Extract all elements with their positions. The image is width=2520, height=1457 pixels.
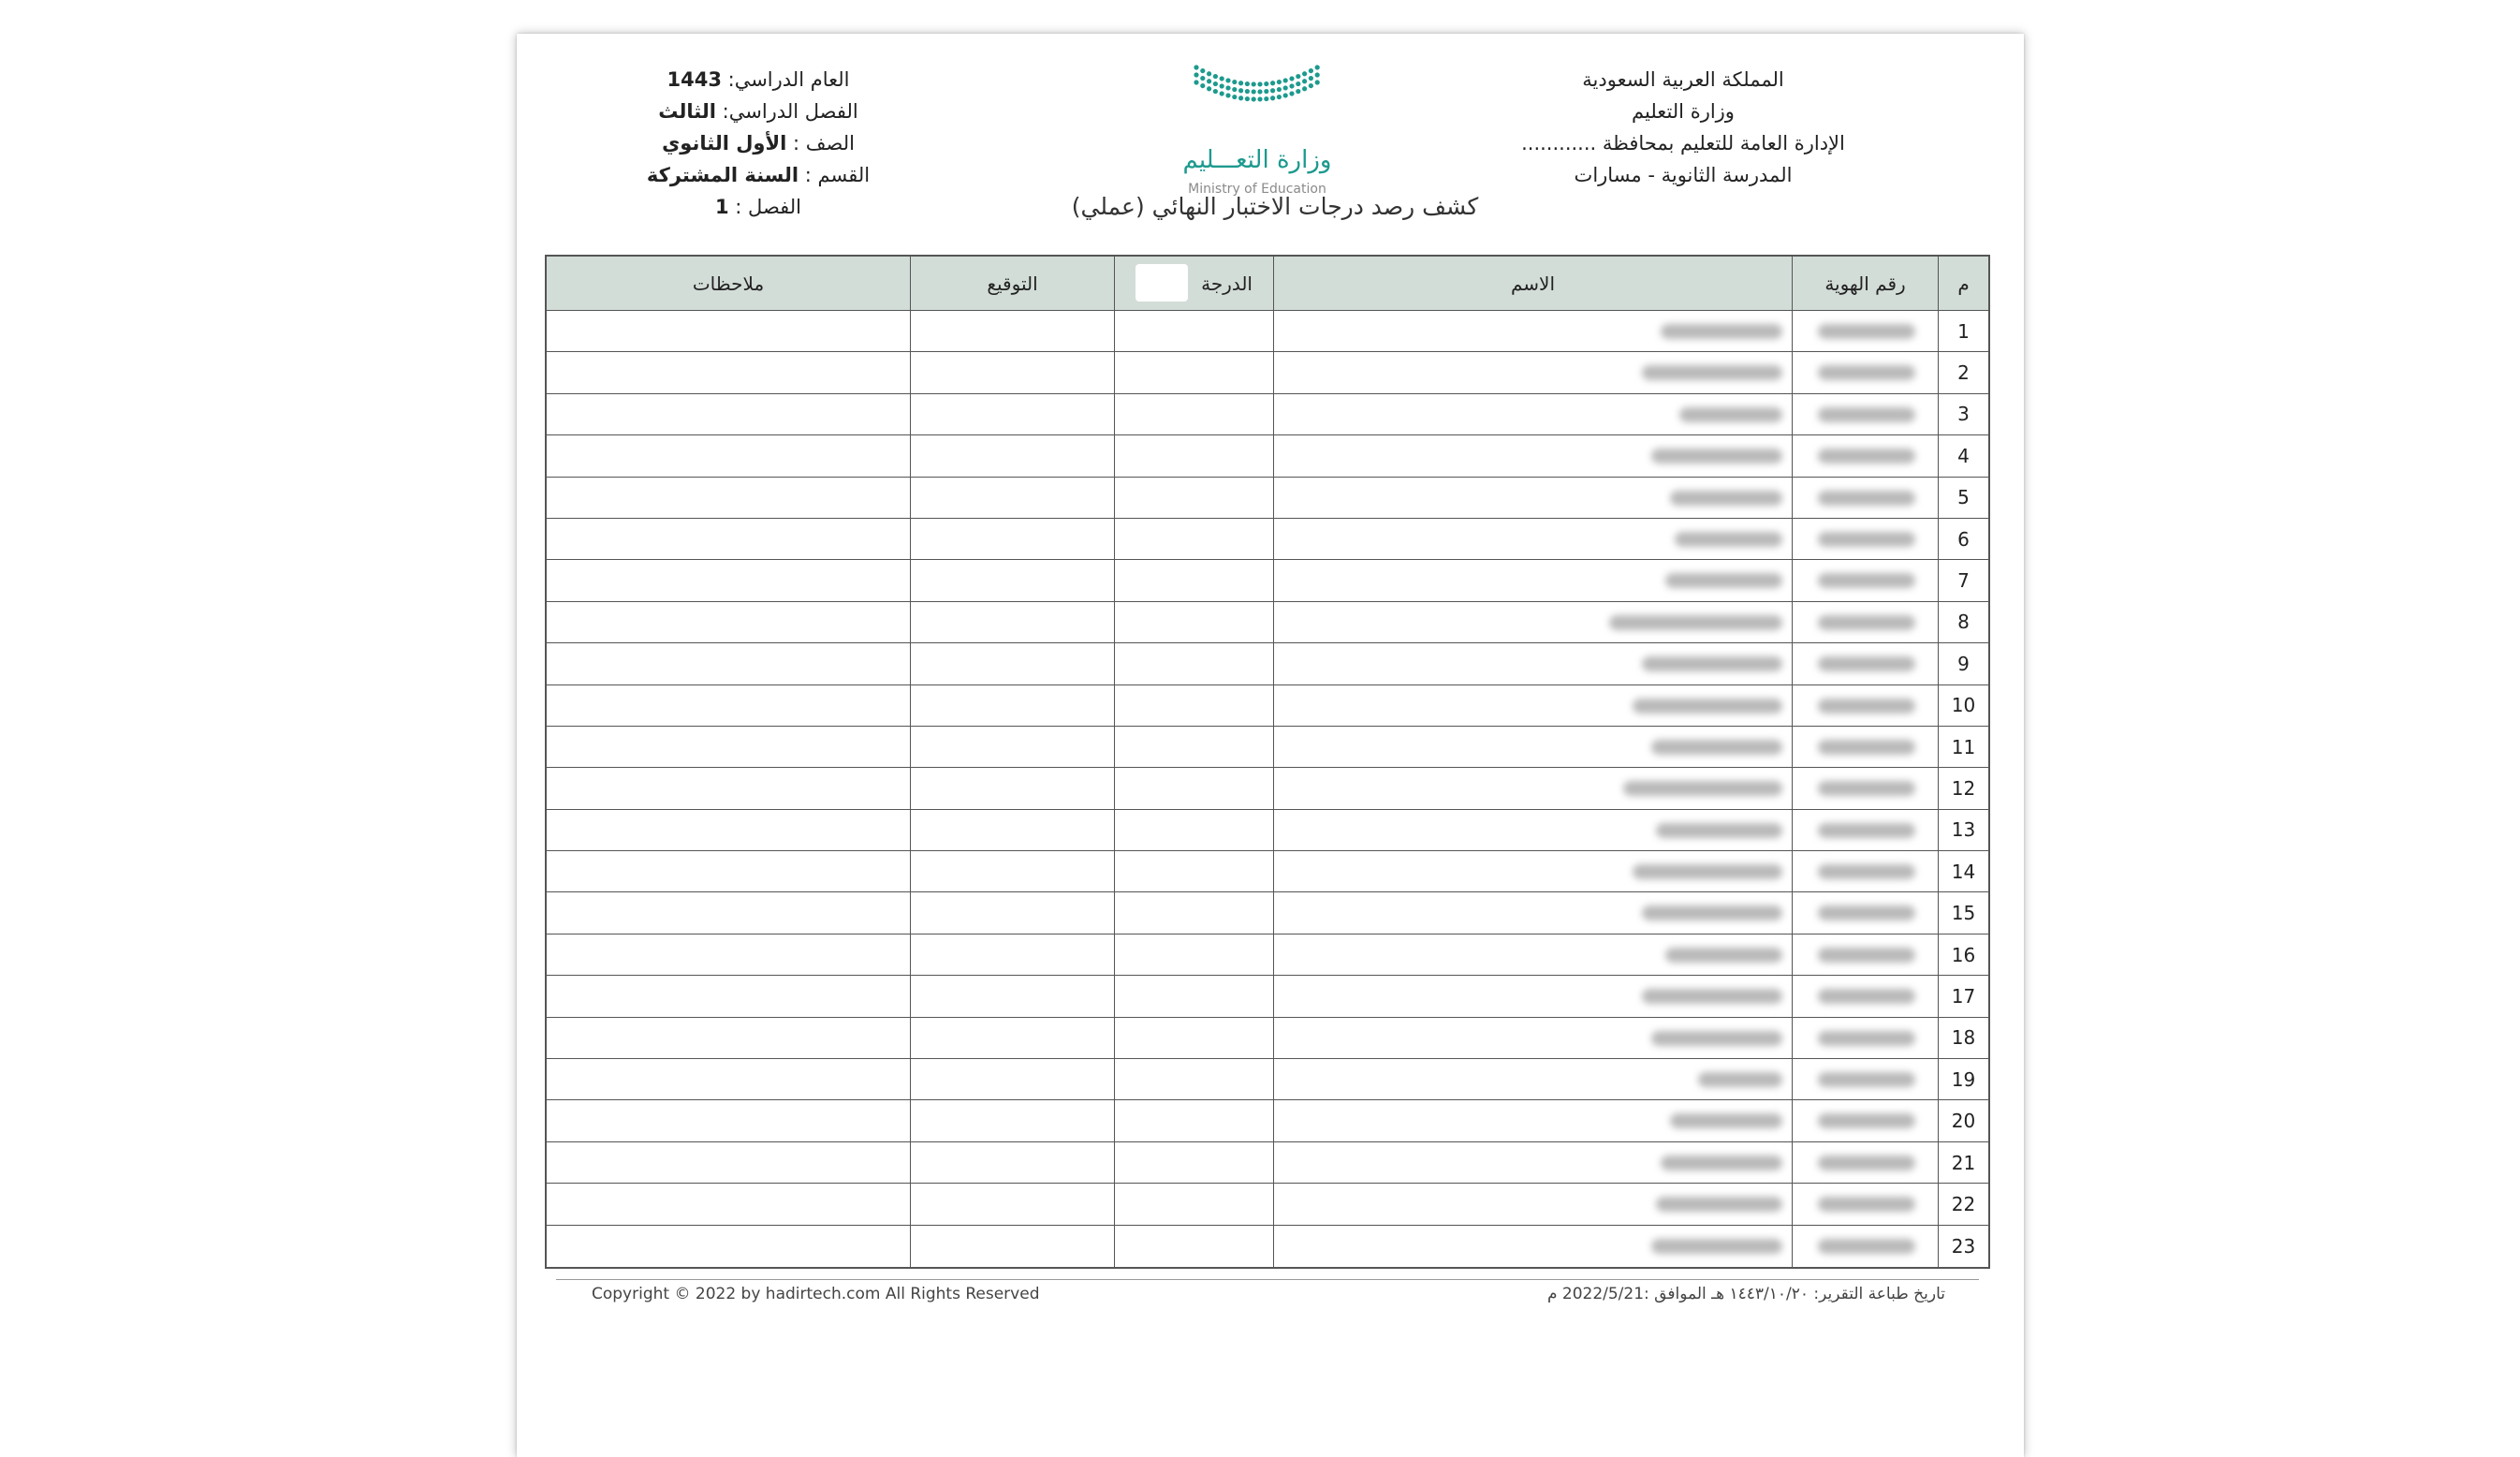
redacted-id (1818, 823, 1915, 838)
table-row (547, 519, 1988, 560)
grade-input-cell[interactable] (1114, 727, 1273, 768)
term-label: الفصل الدراسي: (715, 100, 858, 123)
student-id-cell (1792, 435, 1938, 477)
row-number: 18 (1938, 1018, 1988, 1059)
notes-cell[interactable] (547, 1226, 910, 1267)
student-id-cell (1792, 1142, 1938, 1184)
table-row (547, 394, 1988, 435)
signature-cell[interactable] (910, 352, 1114, 393)
report-sheet (517, 34, 2024, 1457)
redacted-name (1698, 1072, 1782, 1087)
student-name-cell (1273, 643, 1792, 684)
redacted-name (1651, 1031, 1782, 1046)
redacted-id (1818, 1197, 1915, 1212)
notes-cell[interactable] (547, 851, 910, 892)
signature-cell[interactable] (910, 685, 1114, 727)
signature-cell[interactable] (910, 435, 1114, 477)
student-name-cell (1273, 478, 1792, 519)
signature-cell[interactable] (910, 851, 1114, 892)
notes-cell[interactable] (547, 1184, 910, 1225)
grade-input-cell[interactable] (1114, 435, 1273, 477)
grade-input-cell[interactable] (1114, 643, 1273, 684)
grade-input-cell[interactable] (1114, 352, 1273, 393)
school-label: المدرسة الثانوية - مسارات (1574, 164, 1793, 186)
signature-cell[interactable] (910, 1059, 1114, 1100)
table-body (547, 311, 1988, 1267)
redacted-name (1642, 989, 1782, 1004)
redacted-id (1818, 1239, 1915, 1254)
student-name-cell (1273, 435, 1792, 477)
notes-cell[interactable] (547, 892, 910, 934)
table-row (547, 768, 1988, 809)
student-name-cell (1273, 851, 1792, 892)
grade-input-cell[interactable] (1114, 976, 1273, 1017)
row-number: 12 (1938, 768, 1988, 809)
redacted-name (1656, 1197, 1782, 1212)
notes-cell[interactable] (547, 394, 910, 435)
notes-cell[interactable] (547, 727, 910, 768)
student-id-cell (1792, 394, 1938, 435)
department (627, 159, 889, 191)
student-name-cell (1273, 519, 1792, 560)
student-id-cell (1792, 643, 1938, 684)
row-number: 10 (1938, 685, 1988, 727)
table-row (547, 602, 1988, 643)
footer-divider (556, 1279, 1979, 1280)
header-grade-label: الدرجة (1201, 272, 1253, 295)
header-grade (1114, 257, 1273, 311)
department-value: السنة المشتركة (646, 164, 799, 186)
row-number: 21 (1938, 1142, 1988, 1184)
redacted-id (1818, 449, 1915, 464)
student-name-cell (1273, 1059, 1792, 1100)
redacted-name (1661, 324, 1782, 339)
redacted-name (1633, 864, 1782, 879)
table-row (547, 478, 1988, 519)
notes-cell[interactable] (547, 1100, 910, 1141)
student-id-cell (1792, 1100, 1938, 1141)
student-id-cell (1792, 768, 1938, 809)
redacted-name (1670, 491, 1782, 506)
redacted-name (1656, 823, 1782, 838)
signature-cell[interactable] (910, 892, 1114, 934)
table-row (547, 976, 1988, 1017)
term-value: الثالث (658, 100, 716, 123)
redacted-id (1818, 491, 1915, 506)
grade-input-cell[interactable] (1114, 1226, 1273, 1267)
student-name-cell (1273, 394, 1792, 435)
redacted-name (1642, 656, 1782, 671)
student-id-cell (1792, 892, 1938, 934)
grade-input-cell[interactable] (1114, 1184, 1273, 1225)
signature-cell[interactable] (910, 1018, 1114, 1059)
kingdom-label: المملكة العربية السعودية (1582, 68, 1784, 91)
notes-cell[interactable] (547, 810, 910, 851)
ministry-logo (1140, 58, 1374, 197)
student-name-cell (1273, 727, 1792, 768)
header-signature: التوقيع (910, 257, 1114, 311)
redacted-id (1818, 948, 1915, 963)
signature-cell[interactable] (910, 727, 1114, 768)
ministry-label: وزارة التعليم (1632, 100, 1735, 123)
row-number: 3 (1938, 394, 1988, 435)
header-name: الاسم (1273, 257, 1792, 311)
student-name-cell (1273, 560, 1792, 601)
grade-input-cell[interactable] (1114, 810, 1273, 851)
table-row (547, 851, 1988, 892)
student-id-cell (1792, 810, 1938, 851)
directorate-label: الإدارة العامة للتعليم بمحافظة ............ (1521, 132, 1845, 155)
signature-cell[interactable] (910, 478, 1114, 519)
table-row (547, 1142, 1988, 1184)
grade-input-cell[interactable] (1114, 892, 1273, 934)
row-number: 13 (1938, 810, 1988, 851)
header-id: رقم الهوية (1792, 257, 1938, 311)
student-name-cell (1273, 1142, 1792, 1184)
table-row (547, 352, 1988, 393)
notes-cell[interactable] (547, 1142, 910, 1184)
student-name-cell (1273, 602, 1792, 643)
grade-input-cell[interactable] (1114, 1059, 1273, 1100)
copyright-text: Copyright © 2022 by hadirtech.com All Rights Reserved (592, 1285, 1040, 1303)
notes-cell[interactable] (547, 768, 910, 809)
logo-arabic-text: وزارة التعـــليم (1182, 146, 1332, 174)
row-number: 16 (1938, 935, 1988, 976)
redacted-name (1642, 365, 1782, 380)
redacted-name (1661, 1155, 1782, 1170)
row-number: 2 (1938, 352, 1988, 393)
grade-input-cell[interactable] (1114, 935, 1273, 976)
logo-dots-icon (1191, 58, 1324, 114)
redacted-id (1818, 740, 1915, 755)
student-name-cell (1273, 768, 1792, 809)
grade-input-cell[interactable] (1114, 851, 1273, 892)
notes-cell[interactable] (547, 560, 910, 601)
row-number: 23 (1938, 1226, 1988, 1267)
table-header-row (547, 257, 1988, 311)
table-row (547, 560, 1988, 601)
row-number: 14 (1938, 851, 1988, 892)
redacted-name (1665, 948, 1782, 963)
row-number: 5 (1938, 478, 1988, 519)
redacted-name (1651, 449, 1782, 464)
student-name-cell (1273, 976, 1792, 1017)
year-value: 1443 (667, 68, 722, 91)
redacted-name (1651, 1239, 1782, 1254)
student-id-cell (1792, 851, 1938, 892)
signature-cell[interactable] (910, 935, 1114, 976)
redacted-id (1818, 365, 1915, 380)
notes-cell[interactable] (547, 1059, 910, 1100)
redacted-id (1818, 1072, 1915, 1087)
table-row (547, 1018, 1988, 1059)
table-row (547, 1184, 1988, 1225)
notes-cell[interactable] (547, 935, 910, 976)
redacted-name (1623, 781, 1782, 796)
header-notes: ملاحظات (547, 257, 910, 311)
student-name-cell (1273, 352, 1792, 393)
grades-table (545, 255, 1990, 1269)
notes-cell[interactable] (547, 976, 910, 1017)
redacted-id (1818, 989, 1915, 1004)
table-row (547, 935, 1988, 976)
student-name-cell (1273, 935, 1792, 976)
student-id-cell (1792, 352, 1938, 393)
row-number: 20 (1938, 1100, 1988, 1141)
redacted-name (1665, 573, 1782, 588)
redacted-id (1818, 324, 1915, 339)
row-number: 8 (1938, 602, 1988, 643)
signature-cell[interactable] (910, 1226, 1114, 1267)
row-number: 9 (1938, 643, 1988, 684)
redacted-name (1670, 1113, 1782, 1128)
signature-cell[interactable] (910, 1142, 1114, 1184)
table-row (547, 435, 1988, 477)
redacted-name (1675, 532, 1782, 547)
report-title: كشف رصد درجات الاختبار النهائي (عملي) (1071, 193, 1479, 220)
academic-year (627, 64, 889, 96)
redacted-id (1818, 1113, 1915, 1128)
logo-english-text: Ministry of Education (1188, 182, 1326, 197)
notes-cell[interactable] (547, 1018, 910, 1059)
class-value: 1 (714, 196, 729, 218)
grade-level-value: الأول الثانوي (662, 132, 787, 155)
table-row (547, 311, 1988, 352)
grade-level (627, 127, 889, 159)
header-num: م (1938, 257, 1988, 311)
redacted-id (1818, 407, 1915, 422)
print-date-text: تاريخ طباعة التقرير: ١٤٤٣/١٠/٢٠ هـ الموافق :2022/5/21 م (1546, 1285, 1945, 1303)
student-id-cell (1792, 311, 1938, 352)
max-grade-box[interactable] (1135, 264, 1188, 302)
redacted-id (1818, 532, 1915, 547)
redacted-name (1609, 615, 1782, 630)
table-row (547, 1226, 1988, 1267)
table-row (547, 643, 1988, 684)
student-id-cell (1792, 478, 1938, 519)
signature-cell[interactable] (910, 560, 1114, 601)
student-id-cell (1792, 560, 1938, 601)
redacted-id (1818, 615, 1915, 630)
grade-input-cell[interactable] (1114, 768, 1273, 809)
student-name-cell (1273, 1018, 1792, 1059)
notes-cell[interactable] (547, 519, 910, 560)
notes-cell[interactable] (547, 643, 910, 684)
row-number: 11 (1938, 727, 1988, 768)
row-number: 17 (1938, 976, 1988, 1017)
student-id-cell (1792, 519, 1938, 560)
notes-cell[interactable] (547, 311, 910, 352)
table-row (547, 892, 1988, 934)
student-id-cell (1792, 1184, 1938, 1225)
student-id-cell (1792, 1226, 1938, 1267)
row-number: 22 (1938, 1184, 1988, 1225)
table-row (547, 810, 1988, 851)
notes-cell[interactable] (547, 602, 910, 643)
redacted-id (1818, 781, 1915, 796)
row-number: 1 (1938, 311, 1988, 352)
redacted-id (1818, 656, 1915, 671)
notes-cell[interactable] (547, 478, 910, 519)
signature-cell[interactable] (910, 768, 1114, 809)
student-name-cell (1273, 810, 1792, 851)
class-info (627, 64, 889, 223)
redacted-name (1633, 699, 1782, 714)
grade-input-cell[interactable] (1114, 1100, 1273, 1141)
row-number: 7 (1938, 560, 1988, 601)
notes-cell[interactable] (547, 352, 910, 393)
redacted-id (1818, 905, 1915, 920)
signature-cell[interactable] (910, 643, 1114, 684)
table-row (547, 727, 1988, 768)
signature-cell[interactable] (910, 810, 1114, 851)
department-label: القسم : (798, 164, 871, 186)
student-name-cell (1273, 892, 1792, 934)
redacted-id (1818, 864, 1915, 879)
table-row (547, 1100, 1988, 1141)
signature-cell[interactable] (910, 311, 1114, 352)
notes-cell[interactable] (547, 685, 910, 727)
class-section (627, 191, 889, 223)
ministry-header (1468, 64, 1898, 191)
grade-input-cell[interactable] (1114, 602, 1273, 643)
student-id-cell (1792, 935, 1938, 976)
student-name-cell (1273, 685, 1792, 727)
grade-input-cell[interactable] (1114, 685, 1273, 727)
signature-cell[interactable] (910, 976, 1114, 1017)
redacted-name (1651, 740, 1782, 755)
row-number: 4 (1938, 435, 1988, 477)
signature-cell[interactable] (910, 519, 1114, 560)
signature-cell[interactable] (910, 394, 1114, 435)
year-label: العام الدراسي: (721, 68, 850, 91)
grade-input-cell[interactable] (1114, 478, 1273, 519)
student-id-cell (1792, 727, 1938, 768)
class-label: الفصل : (728, 196, 802, 218)
redacted-id (1818, 573, 1915, 588)
grade-input-cell[interactable] (1114, 1142, 1273, 1184)
redacted-name (1679, 407, 1782, 422)
table-row (547, 1059, 1988, 1100)
signature-cell[interactable] (910, 1184, 1114, 1225)
term (627, 96, 889, 127)
student-id-cell (1792, 1059, 1938, 1100)
student-id-cell (1792, 685, 1938, 727)
student-name-cell (1273, 1184, 1792, 1225)
student-name-cell (1273, 311, 1792, 352)
student-name-cell (1273, 1226, 1792, 1267)
row-number: 15 (1938, 892, 1988, 934)
notes-cell[interactable] (547, 435, 910, 477)
redacted-id (1818, 699, 1915, 714)
table-row (547, 685, 1988, 727)
signature-cell[interactable] (910, 602, 1114, 643)
grade-input-cell[interactable] (1114, 519, 1273, 560)
redacted-id (1818, 1155, 1915, 1170)
student-name-cell (1273, 1100, 1792, 1141)
row-number: 6 (1938, 519, 1988, 560)
row-number: 19 (1938, 1059, 1988, 1100)
student-id-cell (1792, 602, 1938, 643)
grade-input-cell[interactable] (1114, 394, 1273, 435)
grade-input-cell[interactable] (1114, 1018, 1273, 1059)
signature-cell[interactable] (910, 1100, 1114, 1141)
redacted-name (1642, 905, 1782, 920)
student-id-cell (1792, 1018, 1938, 1059)
grade-level-label: الصف : (786, 132, 855, 155)
grade-input-cell[interactable] (1114, 311, 1273, 352)
grade-input-cell[interactable] (1114, 560, 1273, 601)
student-id-cell (1792, 976, 1938, 1017)
redacted-id (1818, 1031, 1915, 1046)
